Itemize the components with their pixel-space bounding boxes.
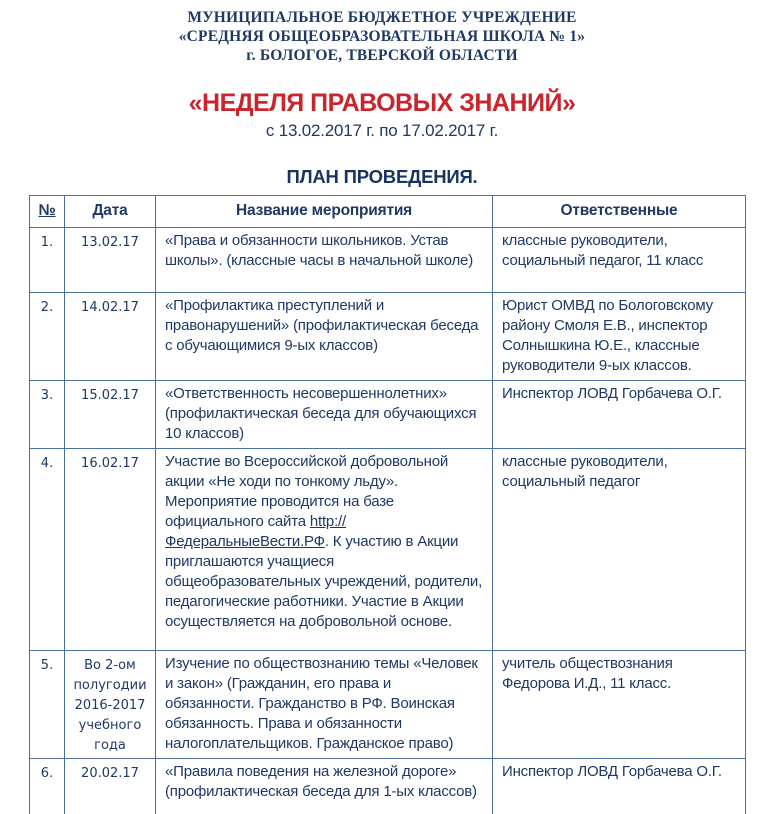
document-title: «НЕДЕЛЯ ПРАВОВЫХ ЗНАНИЙ» [188,89,576,117]
row-responsible-cell: Юрист ОМВД по Бологовскому району Смоля Е.В., инспектор Солнышкина Ю.Е., классные руководители 9-ых классов. [493,293,746,381]
row-date-cell: 16.02.17 [65,449,156,651]
row-responsible-cell: Инспектор ЛОВД Горбачева О.Г. [493,759,746,814]
column-header-number [30,196,65,228]
row-event-cell [156,449,493,651]
row-responsible-cell: учитель обществознания Федорова И.Д., 11 класс. [493,651,746,759]
row-number-cell: 1. [30,228,65,293]
row-event-cell: «Профилактика преступлений и правонарушений» (профилактическая беседа с обучающимися 9-ых классов) [156,293,493,381]
row-date-cell: 20.02.17 [65,759,156,814]
row-number-cell: 2. [30,293,65,381]
row-event-cell: «Правила поведения на железной дороге» (профилактическая беседа для 1-ых классов) [156,759,493,814]
plan-table [29,195,746,814]
org-line-3: г. БОЛОГОЕ, ТВЕРСКОЙ ОБЛАСТИ [246,47,518,64]
row-event-cell: Изучение по обществознанию темы «Человек и закон» (Гражданин, его права и обязанности. Гражданство в РФ. Воинская обязанность. Права и обязанности налогоплательщиков. Гражданское право) [156,651,493,759]
section-heading: ПЛАН ПРОВЕДЕНИЯ. [286,166,478,187]
table-row [30,381,746,449]
row-date-cell: 13.02.17 [65,228,156,293]
federal-vesti-link[interactable]: http://ФедеральныеВести.РФ [165,513,346,550]
event-text-after-link: . К участию в Акции приглашаются учащиеся общеобразовательных учреждений, родители, педагогические работники. Участие в Акции осуществляется на добровольной основе. [165,533,483,630]
org-line-2: «СРЕДНЯЯ ОБЩЕОБРАЗОВАТЕЛЬНАЯ ШКОЛА № 1» [178,28,586,45]
table-row [30,449,746,651]
number-header-label: № [38,202,56,219]
row-number-cell: 4. [30,449,65,651]
table-row [30,759,746,814]
row-responsible-cell: классные руководители, социальный педагог, 11 класс [493,228,746,293]
row-responsible-cell: классные руководители, социальный педагог [493,449,746,651]
table-header-row [30,196,746,228]
row-date-cell: 14.02.17 [65,293,156,381]
org-line-1: МУНИЦИПАЛЬНОЕ БЮДЖЕТНОЕ УЧРЕЖДЕНИЕ [187,9,577,26]
column-header-event: Название мероприятия [156,196,493,228]
row-event-cell: «Права и обязанности школьников. Устав школы». (классные часы в начальной школе) [156,228,493,293]
row-responsible-cell: Инспектор ЛОВД Горбачева О.Г. [493,381,746,449]
table-row [30,651,746,759]
row-number-cell: 5. [30,651,65,759]
row-number-cell: 6. [30,759,65,814]
row-number-cell: 3. [30,381,65,449]
column-header-date: Дата [65,196,156,228]
row-date-cell: Во 2-ом полугодии 2016-2017 учебного года [65,651,156,759]
table-row [30,293,746,381]
column-header-responsible: Ответственные [493,196,746,228]
row-event-cell: «Ответственность несовершеннолетних» (профилактическая беседа для обучающихся 10 классов) [156,381,493,449]
organization-header [0,8,764,65]
table-row [30,228,746,293]
row-date-cell: 15.02.17 [65,381,156,449]
event-text-before-link: Участие во Всероссийской добровольной акции «Не ходи по тонкому льду». Мероприятие проводится на базе официального сайта [165,453,449,530]
date-range: с 13.02.2017 г. по 17.02.2017 г. [265,121,499,140]
